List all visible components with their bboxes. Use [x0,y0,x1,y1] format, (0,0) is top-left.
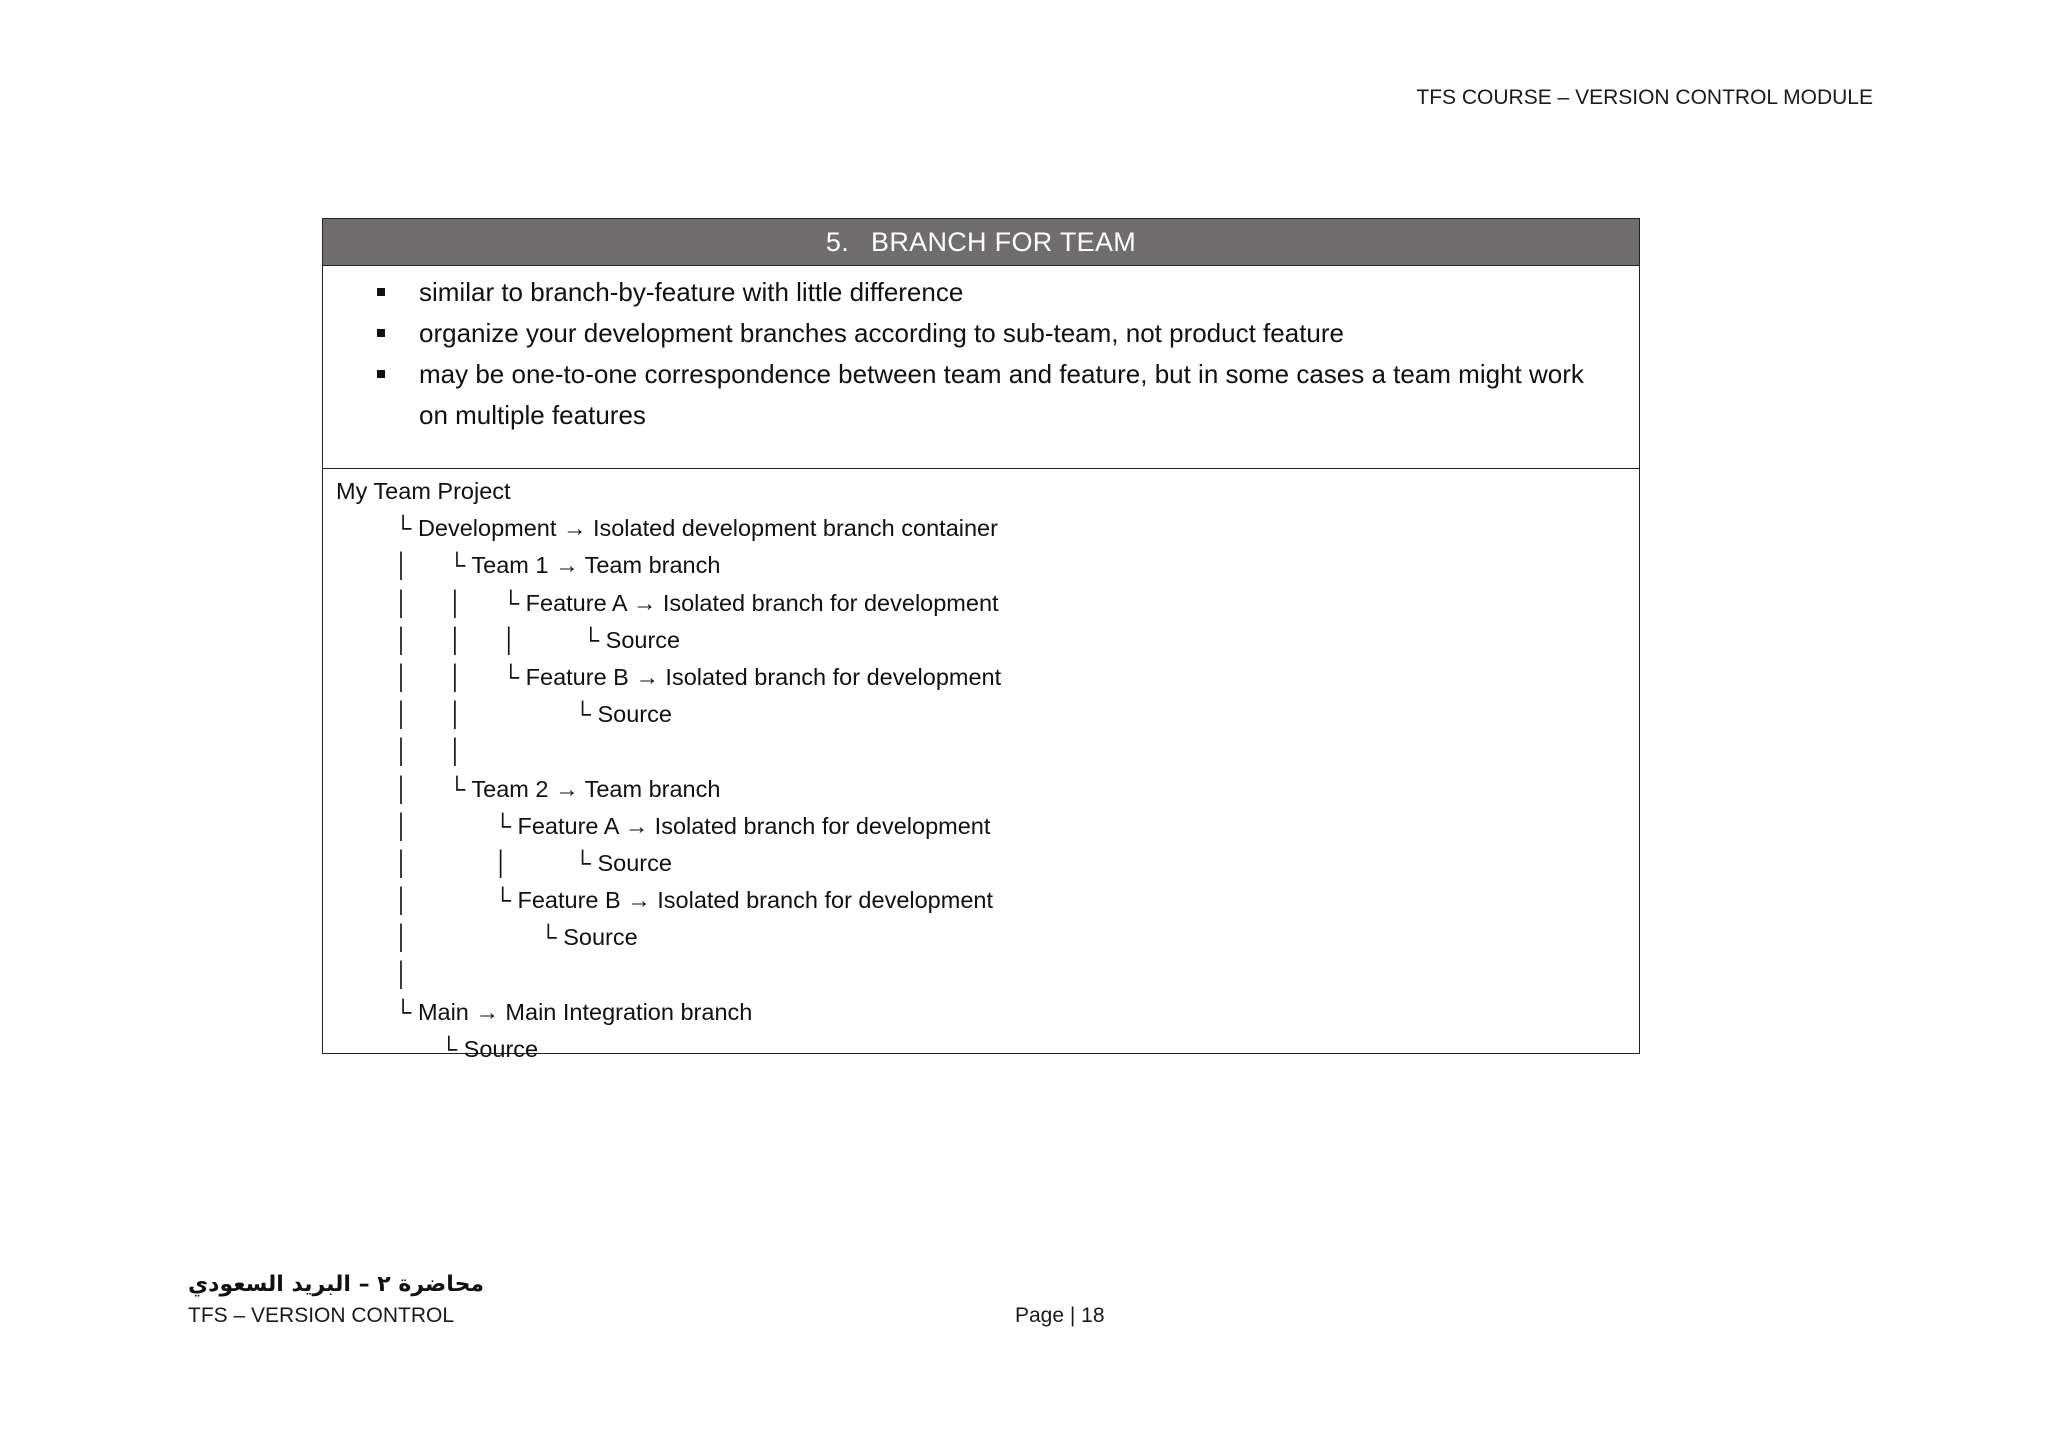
tree-connector: │ [336,961,410,988]
section-title: BRANCH FOR TEAM [871,226,1137,257]
page-number: Page | 18 [1015,1304,1105,1327]
tree-node: │ └ Feature A → Isolated branch for development [336,812,991,839]
footer-course: TFS – VERSION CONTROL [188,1304,455,1327]
bullet-text: organize your development branches according to sub-team, not product feature [419,318,1344,348]
section-table [322,218,1640,1062]
tree-node: │ └ Source [336,924,638,951]
bullet-text: may be one-to-one correspondence between team and feature, but in some cases a team might work [419,359,1584,389]
bullet-item [375,313,1623,354]
section-title-bar [323,219,1639,266]
bullet-list [375,272,1623,436]
bullet-item [375,354,1623,436]
running-header: TFS COURSE – VERSION CONTROL MODULE [1416,86,1873,109]
tree-node: │ │ │ └ Source [336,626,681,653]
tree-node: │ │ └ Source [336,701,672,728]
bullet-item [375,272,1623,313]
tree-node: │ └ Feature B → Isolated branch for development [336,887,993,914]
section-number: 5. [825,226,850,257]
square-bullet-icon [377,370,385,378]
bullets-cell [323,266,1639,469]
square-bullet-icon [377,329,385,337]
tree-node: │ └ Team 2 → Team branch [336,775,721,802]
tree-node: │ │ └ Feature B → Isolated branch for development [336,663,1002,690]
tree-node: └ Main → Main Integration branch [336,998,753,1025]
tree-connector: │ │ [336,738,464,765]
tree-node: │ │ └ Source [336,849,672,876]
branch-tree [323,469,1639,1062]
footer-lecture-title: محاضرة ٢ – البريد السعودي [188,1272,485,1297]
bullet-text: similar to branch-by-feature with little difference [419,277,964,307]
tree-root: My Team Project [336,478,511,504]
tree-node: │ │ └ Feature A → Isolated branch for development [336,589,999,616]
tree-node: │ └ Team 1 → Team branch [336,552,721,579]
bullet-text-continued: on multiple features [419,400,646,430]
square-bullet-icon [377,288,385,296]
tree-node: └ Source [336,1035,539,1062]
tree-node: └ Development → Isolated development branch container [336,515,998,542]
